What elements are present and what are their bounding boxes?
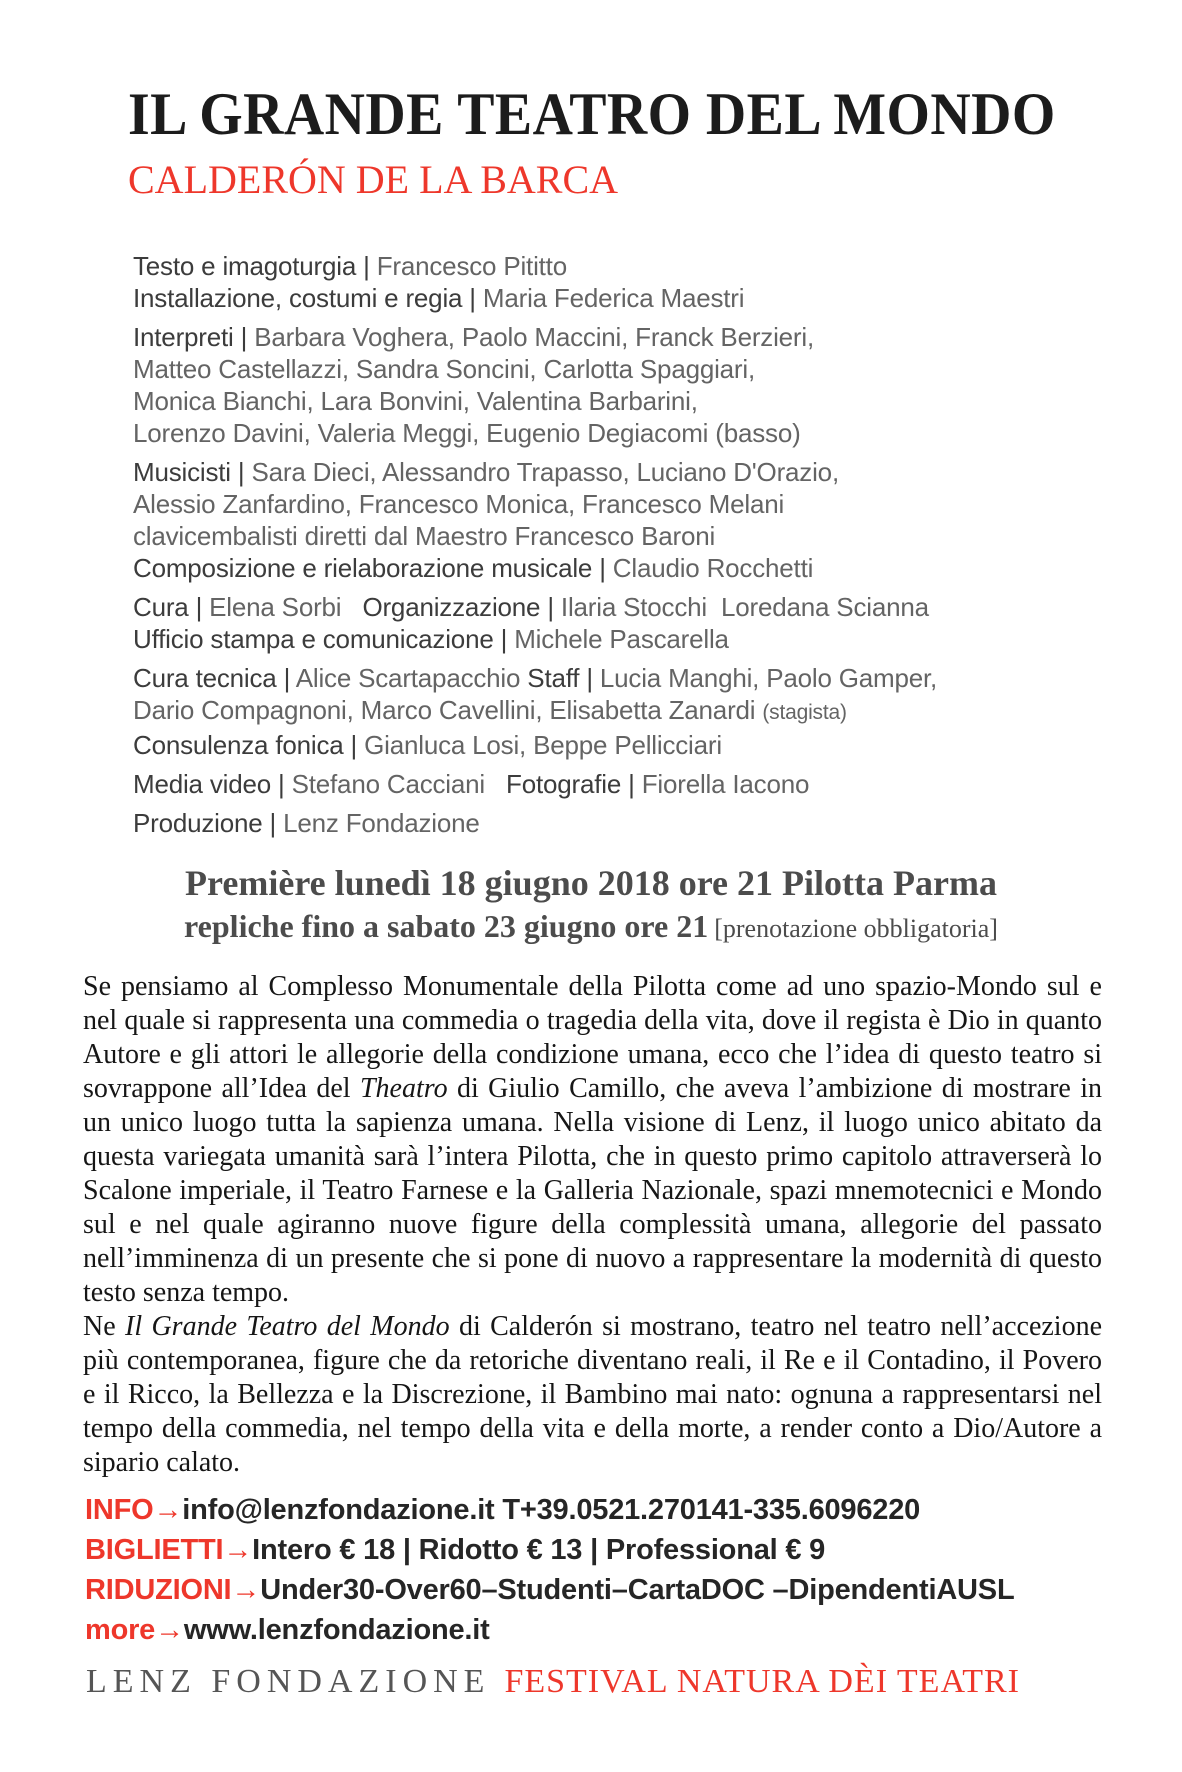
text-segment: Testo e imagoturgia | [133,251,377,281]
credits-group [133,591,1182,655]
description-section [83,970,1102,1480]
info-label-arrow: INFO→ [85,1494,183,1526]
footer-organization: LENZ FONDAZIONE [86,1663,491,1700]
info-line [85,1530,1182,1570]
text-segment: Staff | [527,663,600,693]
text-segment: Cura tecnica | [133,663,296,693]
info-label-arrow: more→ [85,1614,184,1646]
credit-line [133,417,1182,449]
text-segment: Claudio Rocchetti [612,553,814,583]
credits-section [133,250,1182,839]
info-label-arrow: RIDUZIONI→ [85,1574,261,1606]
credits-group [133,321,1182,449]
info-line [85,1610,1182,1650]
text-segment: Barbara Voghera, Paolo Maccini, Franck Berzieri, [254,322,814,352]
text-segment: Lenz Fondazione [283,808,480,838]
text-segment: Dario Compagnoni, Marco Cavellini, Elisabetta Zanardi [133,695,763,725]
text-segment: Ufficio stampa e comunicazione | [133,624,515,654]
text-segment: Cura | [133,592,210,622]
text-segment: Gianluca Losi, Beppe Pellicciari [364,730,722,760]
text-segment: Media video | [133,769,292,799]
credit-line [133,807,1182,839]
text-segment: Installazione, costumi e regia | [133,283,483,313]
credit-line [133,321,1182,353]
credit-line [133,353,1182,385]
credit-line [133,520,1182,552]
credit-line [133,662,1182,694]
credits-group [133,662,1182,761]
credit-line [133,488,1182,520]
text-segment: di Giulio Camillo, che aveva l’ambizione di mostrare in un unico luogo tutta la sapienza umana. Nella visione di Lenz, il luogo unico abitato da questa variegata umanità sarà l’intera Pilotta, che in questo primo capitolo attraverserà lo Scalone imperiale, il Teatro Farnese e la Galleria Nazionale, spazi mnemotecnici e Mondo sul e nel quale agiranno nuove figure della complessità umana, allegorie del passato nell’imminenza di un presente che si pone di nuovo a rappresentare la modernità di questo testo senza tempo. [83,1073,1102,1308]
footer [86,1662,1182,1702]
credit-line [133,591,1182,623]
credit-line [133,385,1182,417]
text-segment: Matteo Castellazzi, Sandra Soncini, Carlotta Spaggiari, [133,354,755,384]
credit-line [133,729,1182,761]
info-text: Intero € 18 | Ridotto € 13 | Professional € 9 [252,1534,826,1566]
credit-line [133,456,1182,488]
description-paragraph [83,1310,1102,1480]
text-segment: Consulenza fonica | [133,730,365,760]
premiere-line: Première lunedì 18 giugno 2018 ore 21 Pilotta Parma [185,863,997,903]
text-segment: Michele Pascarella [514,624,729,654]
info-line [85,1570,1182,1610]
credit-line [133,282,1182,314]
text-segment: Theatro [359,1073,448,1104]
text-segment: clavicembalisti diretti dal Maestro Francesco Baroni [133,521,716,551]
text-segment: Fiorella Iacono [641,769,810,799]
text-segment: (stagista) [762,701,847,724]
page-title: IL GRANDE TEATRO DEL MONDO [128,81,1056,147]
info-text: www.lenzfondazione.it [183,1614,490,1646]
premiere-block [0,861,1182,950]
text-segment: Ilaria Stocchi Loredana Scianna [560,592,929,622]
credit-line [133,694,1182,729]
credit-line [133,768,1182,800]
text-segment: Stefano Cacciani [291,769,507,799]
text-segment: Lucia Manghi, Paolo Gamper, [599,663,938,693]
text-segment: di Calderón si mostrano, teatro nel teatro nell’accezione più contemporanea, figure che da retoriche diventano reali, il Re e il Contadino, il Povero e il Ricco, la Bellezza e la Discrezione, il Bambino mai nato: ognuna a rappresentarsi nel tempo della commedia, nel tempo della vita e della morte, a render conto a Dio/Autore a sipario calato. [83,1311,1103,1478]
booking-note: [prenotazione obbligatoria] [714,914,998,943]
text-segment: Alessio Zanfardino, Francesco Monica, Francesco Melani [133,489,785,519]
replicas-text: repliche fino a sabato 23 giugno ore 21 [184,908,709,944]
description-paragraph [83,970,1102,1310]
info-section [85,1490,1182,1650]
info-line [85,1490,1182,1530]
text-segment: Maria Federica Maestri [482,283,745,313]
info-text: info@lenzfondazione.it T+39.0521.270141-335.6096220 [182,1494,921,1526]
text-segment: Ne [83,1311,125,1342]
text-segment: Organizzazione | [362,592,561,622]
text-segment: Interpreti | [133,322,255,352]
page-subtitle: CALDERÓN DE LA BARCA [128,157,619,202]
text-segment: Lorenzo Davini, Valeria Meggi, Eugenio Degiacomi (basso) [133,418,801,448]
text-segment: Se pensiamo al Complesso Monumentale della Pilotta come ad uno spazio-Mondo sul e nel quale si rappresenta una commedia o tragedia della vita, dove il regista è Dio in quanto Autore e gli attori le allegorie della condizione umana, ecco che l’idea di questo teatro si sovrappone all’Idea del [83,971,1102,1104]
info-label-arrow: BIGLIETTI→ [85,1534,253,1566]
text-segment: Monica Bianchi, Lara Bonvini, Valentina Barbarini, [133,386,698,416]
text-segment: Alice Scartapacchio [295,663,528,693]
text-segment: Francesco Pititto [376,251,567,281]
credits-group [133,250,1182,314]
text-segment: Elena Sorbi [209,592,363,622]
text-segment: Musicisti | [133,457,252,487]
credit-line [133,623,1182,655]
replicas-line [0,905,1182,950]
credits-group [133,456,1182,584]
text-segment: Fotografie | [506,769,642,799]
credit-line [133,552,1182,584]
text-segment: Composizione e rielaborazione musicale | [133,553,613,583]
text-segment: Sara Dieci, Alessandro Trapasso, Luciano D'Orazio, [251,457,839,487]
info-text: Under30-Over60–Studenti–CartaDOC –DipendentiAUSL [260,1574,1015,1606]
credit-line [133,250,1182,282]
text-segment: Produzione | [133,808,284,838]
credits-group [133,807,1182,839]
footer-festival: FESTIVAL NATURA DÈI TEATRI [504,1663,1020,1700]
text-segment: Il Grande Teatro del Mondo [125,1311,450,1342]
credits-group [133,768,1182,800]
